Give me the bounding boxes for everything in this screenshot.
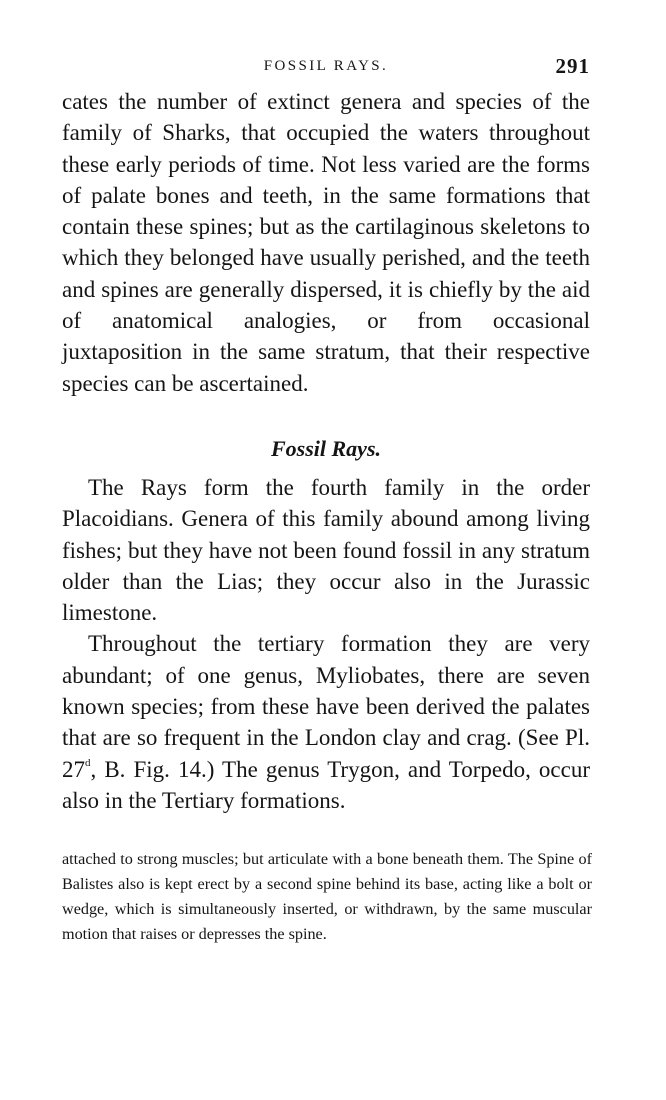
page-number: 291 [555, 54, 590, 78]
plate-superscript: d [85, 756, 91, 769]
tertiary-paragraph-second-part: , B. Fig. 14.) The genus Trygon, and Torpedo, occur also in the Tertiary formations. [62, 756, 590, 813]
book-page [62, 52, 590, 963]
tertiary-paragraph-first-part: Throughout the tertiary formation they are very abundant; of one genus, Myliobates, there are seven known species; from these have been derived the palates that are so frequent in the London clay and crag. (See Pl. 27 [62, 631, 590, 782]
rays-paragraph: The Rays form the fourth family in the order Placoidians. Genera of this family abound among living fishes; but they have not been found fossil in any stratum older than the Lias; they occur also in the Jurassic limestone. [62, 474, 590, 626]
footnote: attached to strong muscles; but articulate with a bone beneath them. The Spine of Balistes also is kept erect by a second spine behind its base, acting like a bolt or wedge, which is simultaneously inserted, or withdrawn, by the same muscular motion that raises or depresses the spine. [62, 850, 592, 944]
running-head [62, 52, 590, 86]
running-title: FOSSIL RAYS. [263, 58, 389, 74]
section-heading: Fossil Rays. [270, 435, 382, 461]
opening-paragraph: cates the number of extinct genera and species of the family of Sharks, that occupied the waters throughout these early periods of time. Not less varied are the forms of palate bones and teeth, in the same formations that contain these spines; but as the cartilaginous skeletons to which they belonged have usually perished, and the teeth and spines are generally dispersed, it is chiefly by the aid of anatomical analogies, or from occasional juxtaposition in the same stratum, that their respective species can be ascertained. [62, 89, 590, 396]
tertiary-paragraph [62, 628, 590, 816]
